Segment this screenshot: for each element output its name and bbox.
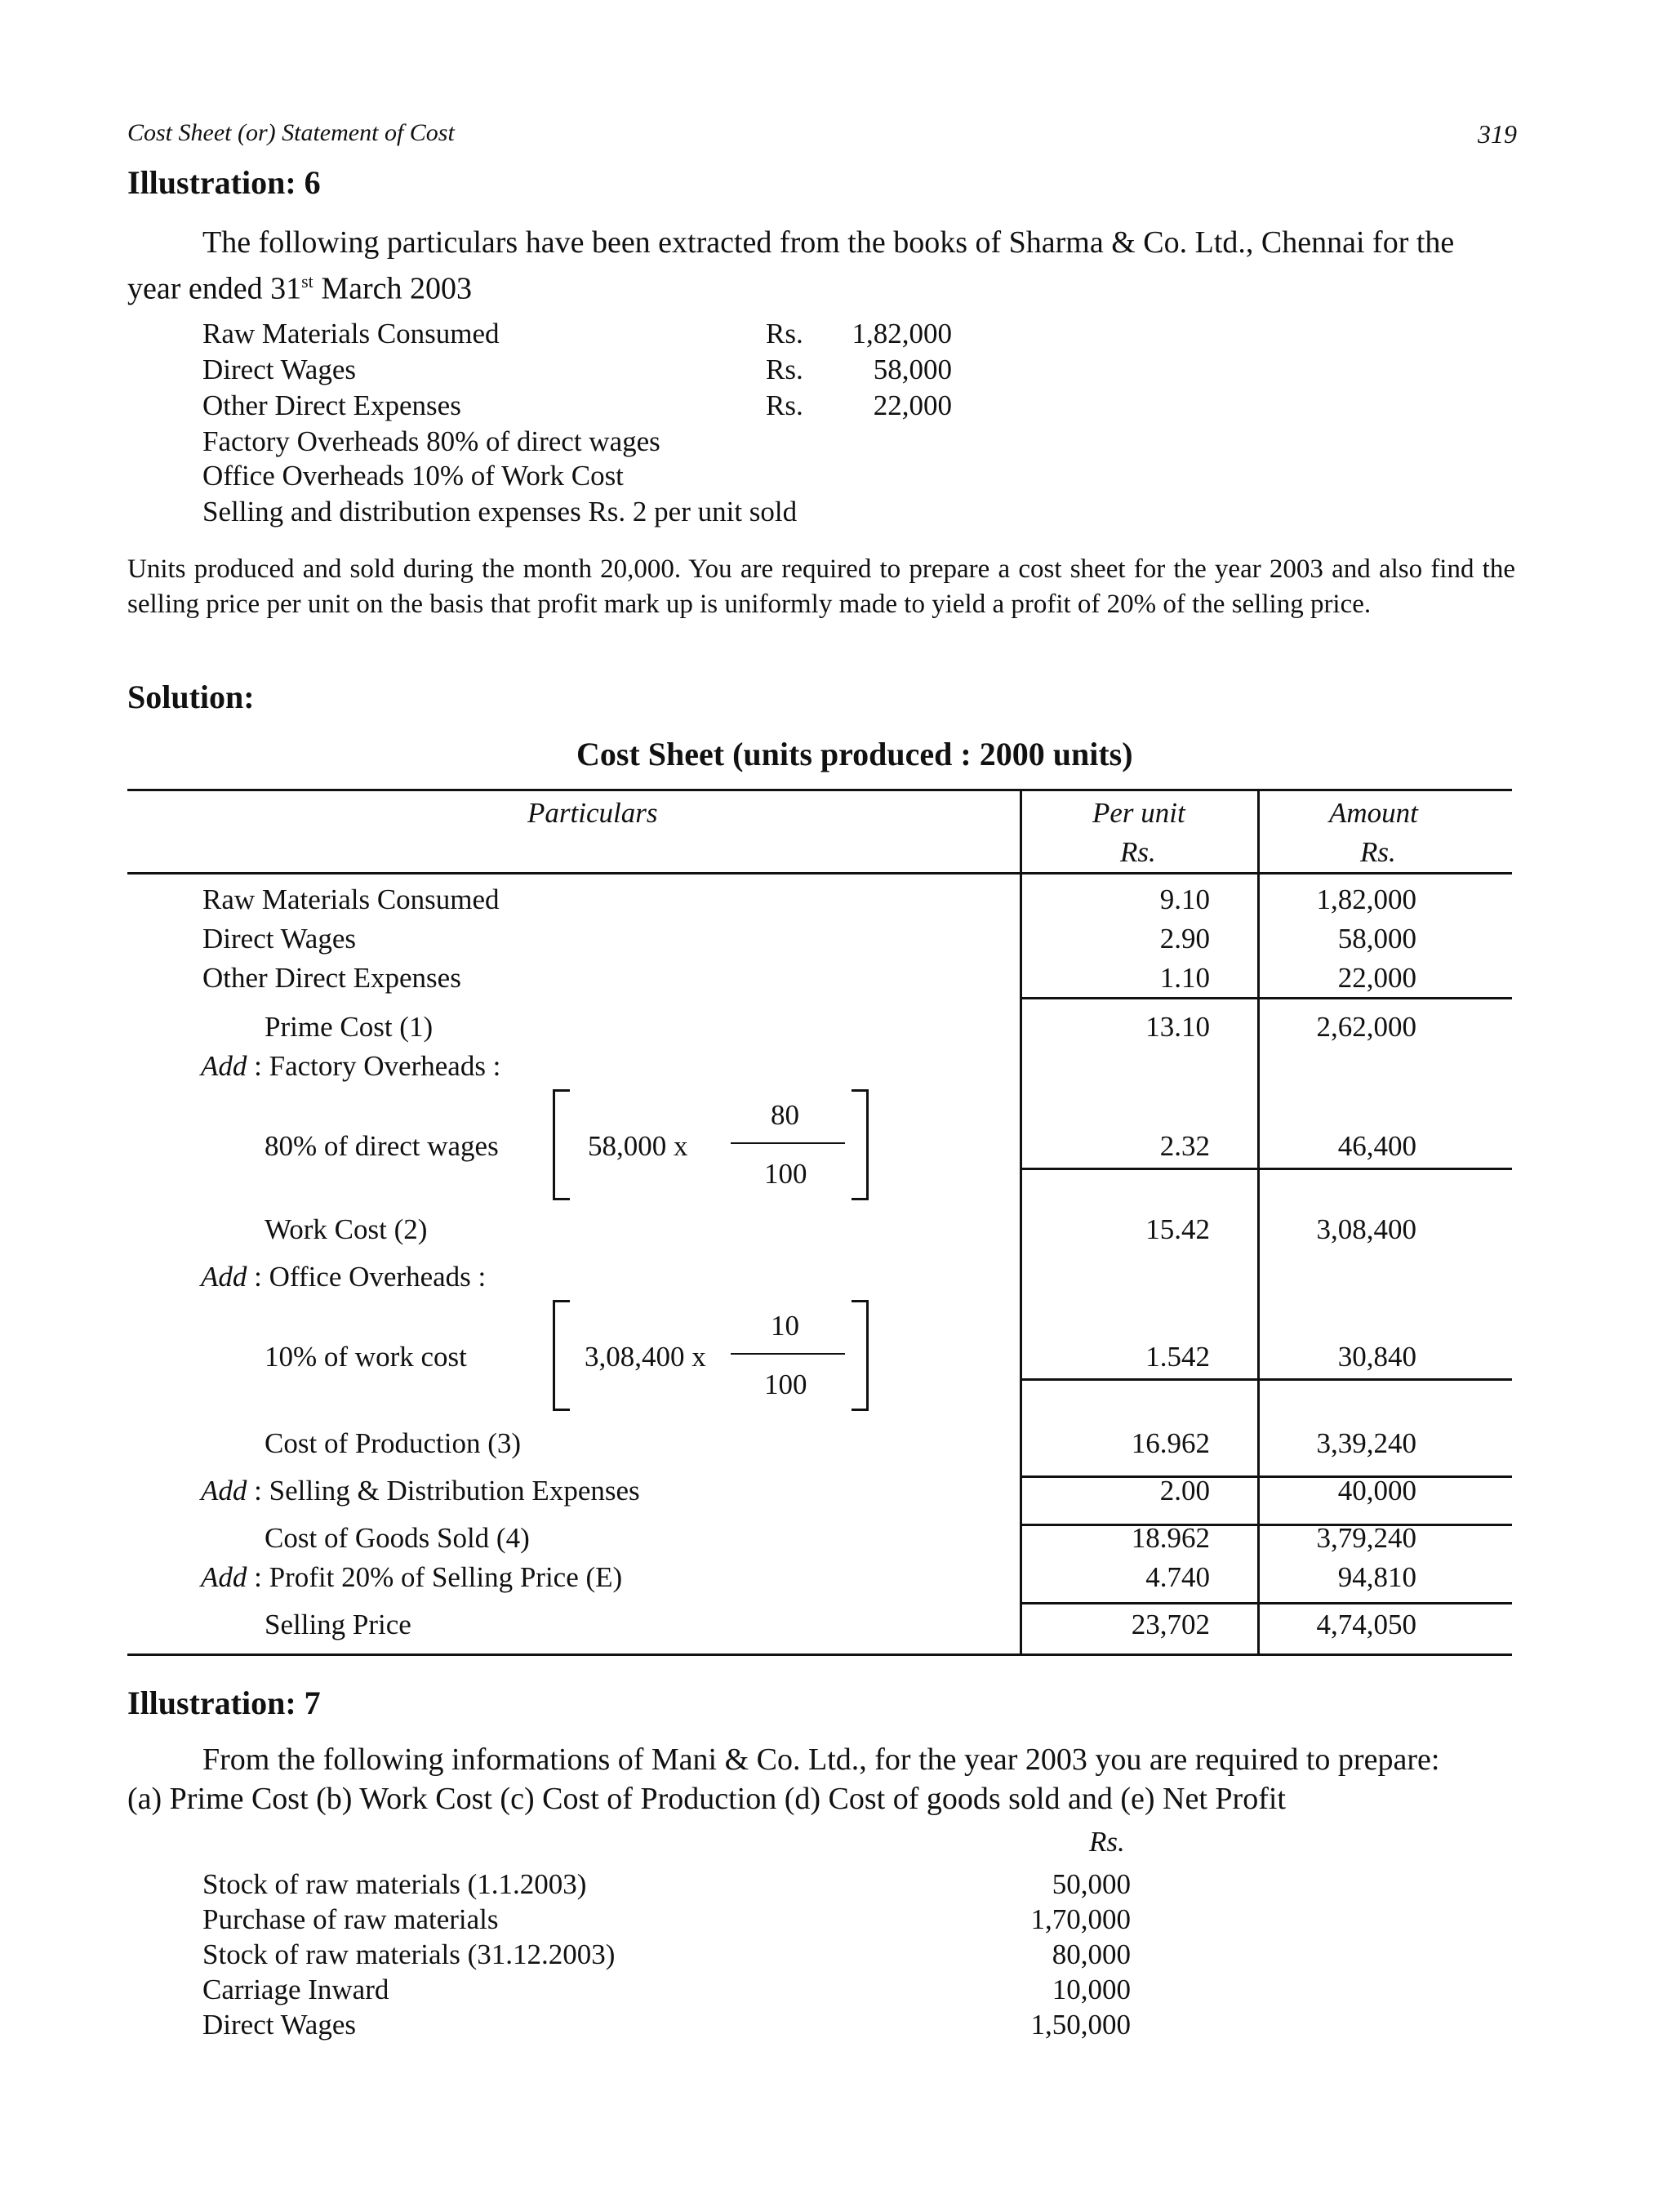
- add-keyword: Add: [201, 1050, 247, 1082]
- col-header-particulars: Particulars: [527, 797, 658, 829]
- amount-value: 4,74,050: [1316, 1609, 1416, 1640]
- list-item-amount: 50,000: [1052, 1868, 1131, 1900]
- row-label-add-selling-distribution: [201, 1475, 640, 1507]
- running-header: Cost Sheet (or) Statement of Cost: [127, 119, 455, 146]
- subtotal-rule: [1020, 1524, 1512, 1526]
- calc-base: 58,000 x: [588, 1130, 688, 1162]
- table-top-rule: [127, 789, 1512, 791]
- fraction-denominator: 100: [764, 1158, 807, 1190]
- col-header-per-unit-currency: Rs.: [1120, 836, 1156, 868]
- add-office-text: : Office Overheads :: [254, 1261, 487, 1293]
- add-profit-text: : Profit 20% of Selling Price (E): [254, 1561, 623, 1593]
- calc-base: 3,08,400 x: [585, 1341, 706, 1373]
- add-keyword: Add: [201, 1561, 247, 1593]
- left-bracket: [553, 1089, 570, 1200]
- list-item-label: Carriage Inward: [202, 1974, 389, 2005]
- list-item-amount: 22,000: [873, 389, 952, 421]
- per-unit-value: 1.10: [1159, 962, 1210, 994]
- per-unit-value: 4.740: [1145, 1561, 1210, 1593]
- amount-value: 2,62,000: [1316, 1011, 1416, 1043]
- amount-value: 30,840: [1337, 1341, 1416, 1373]
- right-bracket: [852, 1089, 869, 1200]
- list-item-label: Raw Materials Consumed: [202, 318, 500, 349]
- fraction-denominator: 100: [764, 1369, 807, 1400]
- per-unit-value: 2.90: [1159, 923, 1210, 955]
- per-unit-value: 23,702: [1131, 1609, 1210, 1640]
- amount-value: 22,000: [1337, 962, 1416, 994]
- list-item-amount: 1,70,000: [1030, 1903, 1131, 1935]
- col-header-amount-currency: Rs.: [1360, 836, 1396, 868]
- illustration-6-heading: Illustration: 6: [127, 164, 321, 201]
- illustration-6-intro-line1: The following particulars have been extracted from the books of Sharma & Co. Ltd., Chennai for the: [202, 225, 1455, 260]
- illustration-6-intro-line2: [127, 261, 472, 309]
- illustration-6-note: Units produced and sold during the month 20,000. You are required to prepare a cost sheet for the year 2003 and also find the selling price per unit on the basis that profit mark up is uniformly made to yield a profit of 20% of the selling price.: [127, 554, 1515, 619]
- col-header-amount: Amount: [1329, 797, 1418, 829]
- row-label-add-office-overheads: [201, 1261, 486, 1293]
- column-divider: [1020, 789, 1022, 1656]
- list-item-currency: Rs.: [766, 354, 803, 385]
- row-label-other-direct-expenses: Other Direct Expenses: [202, 962, 461, 994]
- list-item-currency: Rs.: [766, 389, 803, 421]
- amount-value: 3,08,400: [1316, 1213, 1416, 1245]
- list-item-label: Direct Wages: [202, 2009, 356, 2041]
- cost-sheet-title: Cost Sheet (units produced : 2000 units): [576, 736, 1133, 772]
- row-label-add-profit: [201, 1561, 622, 1594]
- illustration-7-heading: Illustration: 7: [127, 1685, 321, 1721]
- amount-value: 1,82,000: [1316, 883, 1416, 915]
- list-item-label: Selling and distribution expenses Rs. 2 per unit sold: [202, 496, 798, 527]
- illustration-7-intro-line1: From the following informations of Mani & Co. Ltd., for the year 2003 you are required to prepare:: [202, 1742, 1440, 1777]
- list-item-label: Office Overheads 10% of Work Cost: [202, 460, 624, 492]
- per-unit-value: 13.10: [1145, 1011, 1210, 1043]
- list-item-amount: 1,82,000: [852, 318, 952, 349]
- left-bracket: [553, 1300, 570, 1411]
- currency-column-header: Rs.: [1089, 1826, 1125, 1858]
- amount-value: 3,39,240: [1316, 1427, 1416, 1459]
- table-header-rule: [127, 872, 1512, 875]
- subtotal-rule: [1020, 997, 1512, 999]
- fraction-numerator: 80: [771, 1099, 799, 1131]
- row-label-work-cost: Work Cost (2): [265, 1213, 428, 1245]
- subtotal-rule: [1020, 1602, 1512, 1604]
- intro-month-text: March 2003: [313, 271, 472, 306]
- subtotal-rule: [1020, 1168, 1512, 1170]
- list-item-label: Stock of raw materials (31.12.2003): [202, 1938, 616, 1970]
- row-label-raw-materials: Raw Materials Consumed: [202, 883, 500, 915]
- amount-value: 46,400: [1337, 1130, 1416, 1162]
- add-factory-text: : Factory Overheads :: [254, 1050, 501, 1082]
- list-item-amount: 10,000: [1052, 1974, 1131, 2005]
- row-label-factory-percentage: 80% of direct wages: [265, 1130, 499, 1162]
- illustration-7-intro-line2: (a) Prime Cost (b) Work Cost (c) Cost of Production (d) Cost of goods sold and (e) Net Profit: [127, 1782, 1286, 1816]
- table-bottom-rule: [127, 1653, 1512, 1656]
- subtotal-rule: [1020, 1475, 1512, 1478]
- per-unit-value: 2.00: [1159, 1475, 1210, 1507]
- per-unit-value: 1.542: [1145, 1341, 1210, 1373]
- subtotal-rule: [1020, 1378, 1512, 1381]
- amount-value: 40,000: [1337, 1475, 1416, 1507]
- amount-value: 58,000: [1337, 923, 1416, 955]
- list-item-amount: 58,000: [873, 354, 952, 385]
- list-item-currency: Rs.: [766, 318, 803, 349]
- row-label-add-factory-overheads: [201, 1050, 500, 1083]
- per-unit-value: 18.962: [1131, 1522, 1210, 1554]
- list-item-label: Purchase of raw materials: [202, 1903, 499, 1935]
- per-unit-value: 2.32: [1159, 1130, 1210, 1162]
- row-label-selling-price: Selling Price: [265, 1609, 411, 1640]
- col-header-per-unit: Per unit: [1092, 797, 1185, 829]
- per-unit-value: 15.42: [1145, 1213, 1210, 1245]
- list-item-label: Factory Overheads 80% of direct wages: [202, 425, 660, 457]
- list-item-label: Stock of raw materials (1.1.2003): [202, 1868, 587, 1900]
- add-keyword: Add: [201, 1475, 247, 1507]
- row-label-direct-wages: Direct Wages: [202, 923, 356, 955]
- list-item-amount: 80,000: [1052, 1938, 1131, 1970]
- per-unit-value: 9.10: [1159, 883, 1210, 915]
- column-divider: [1257, 789, 1260, 1656]
- amount-value: 3,79,240: [1316, 1522, 1416, 1554]
- list-item-label: Other Direct Expenses: [202, 389, 461, 421]
- list-item-amount: 1,50,000: [1030, 2009, 1131, 2041]
- per-unit-value: 16.962: [1131, 1427, 1210, 1459]
- row-label-cost-of-goods-sold: Cost of Goods Sold (4): [265, 1522, 530, 1554]
- add-selling-text: : Selling & Distribution Expenses: [254, 1475, 640, 1507]
- row-label-cost-of-production: Cost of Production (3): [265, 1427, 522, 1459]
- page-number: 319: [1478, 119, 1517, 149]
- fraction-bar: [731, 1353, 845, 1355]
- intro-year-text: year ended 31: [127, 271, 302, 306]
- list-item-label: Direct Wages: [202, 354, 356, 385]
- row-label-prime-cost: Prime Cost (1): [265, 1011, 434, 1043]
- fraction-numerator: 10: [771, 1310, 799, 1342]
- add-keyword: Add: [201, 1261, 247, 1293]
- solution-heading: Solution:: [127, 679, 255, 715]
- amount-value: 94,810: [1337, 1561, 1416, 1593]
- row-label-office-percentage: 10% of work cost: [265, 1341, 467, 1373]
- intro-ordinal-sup: st: [301, 271, 314, 292]
- fraction-bar: [731, 1142, 845, 1144]
- right-bracket: [852, 1300, 869, 1411]
